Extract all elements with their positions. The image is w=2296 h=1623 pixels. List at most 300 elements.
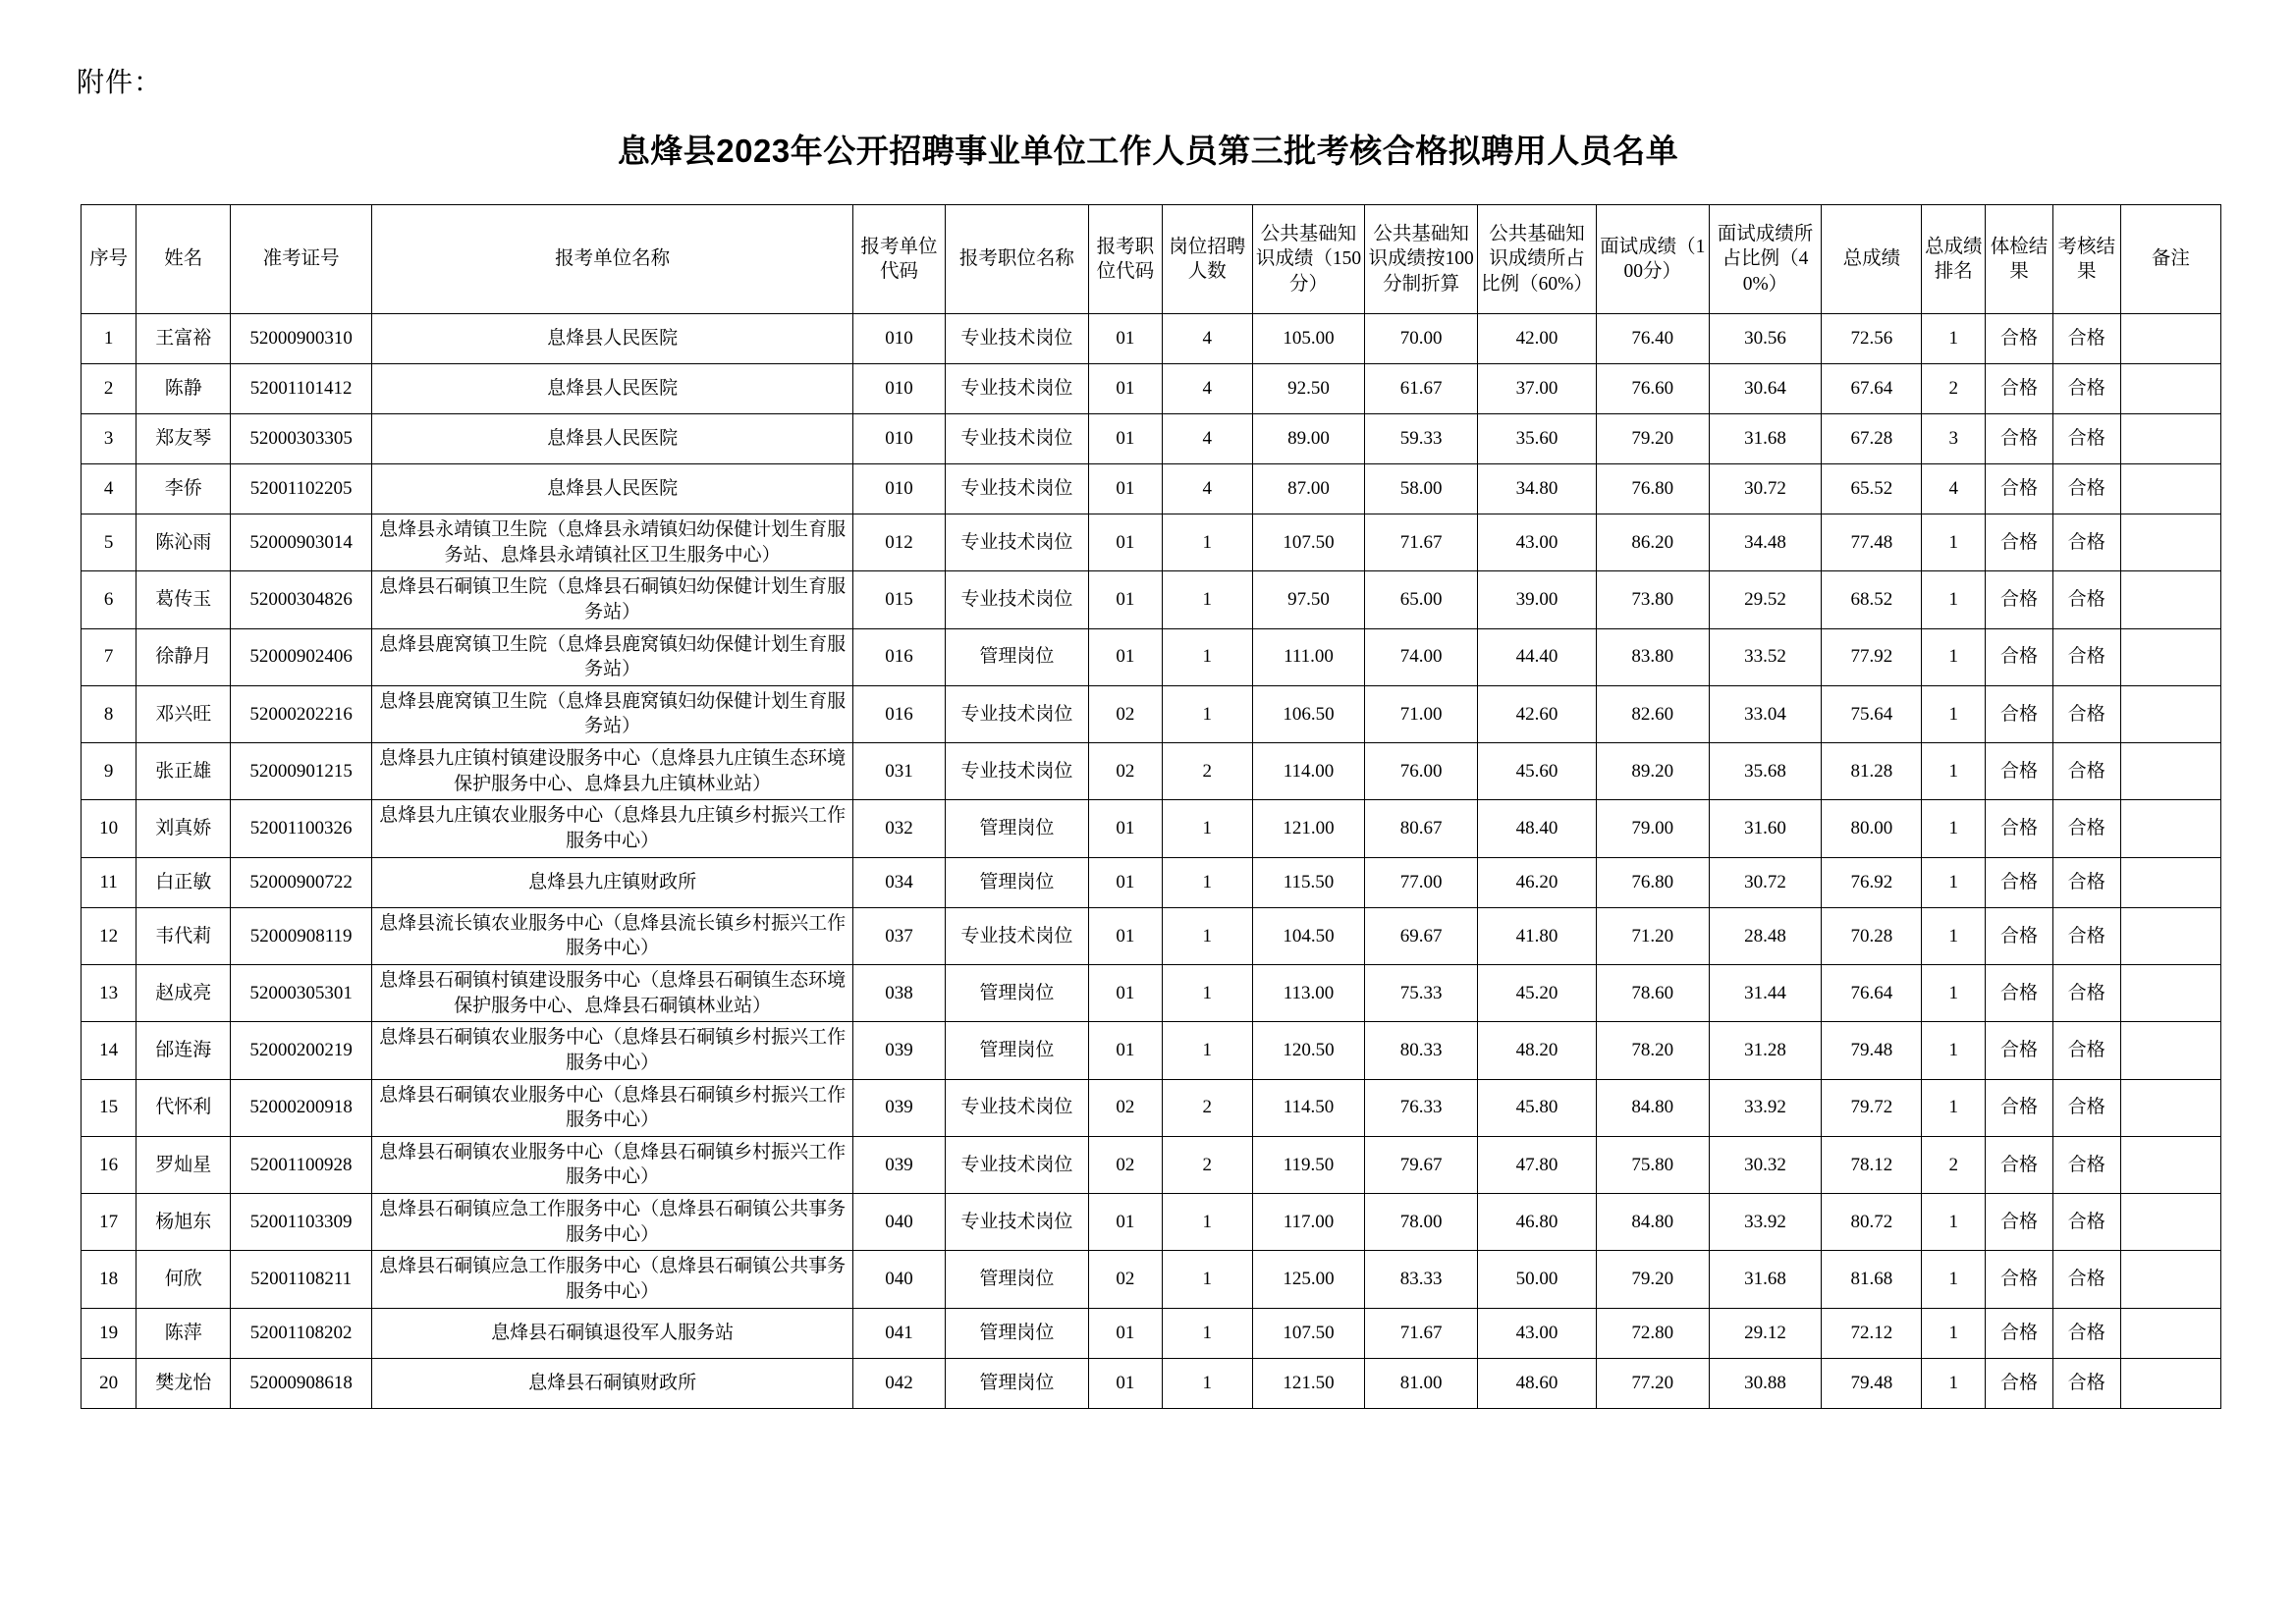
cell-public-60: 48.40 [1478, 800, 1597, 857]
column-header-rank: 总成绩排名 [1922, 205, 1986, 314]
cell-interview-40: 29.52 [1709, 571, 1822, 628]
cell-hire-count: 1 [1162, 1194, 1252, 1251]
cell-name: 邓兴旺 [137, 685, 231, 742]
cell-medical: 合格 [1986, 514, 2053, 571]
cell-assessment: 合格 [2052, 743, 2120, 800]
cell-seq: 6 [82, 571, 137, 628]
table-row [82, 628, 2221, 685]
cell-position-code: 01 [1088, 314, 1162, 364]
cell-public-100: 58.00 [1365, 464, 1478, 514]
cell-remark [2120, 1022, 2220, 1079]
cell-unit-code: 032 [853, 800, 946, 857]
cell-interview-40: 33.92 [1709, 1079, 1822, 1136]
cell-interview: 76.80 [1596, 464, 1709, 514]
table-row [82, 364, 2221, 414]
cell-total: 81.68 [1822, 1251, 1922, 1308]
cell-interview: 76.80 [1596, 857, 1709, 907]
cell-interview: 78.20 [1596, 1022, 1709, 1079]
cell-interview: 73.80 [1596, 571, 1709, 628]
cell-ticket: 52000908618 [231, 1358, 372, 1408]
cell-remark [2120, 1308, 2220, 1358]
cell-public-150: 113.00 [1252, 964, 1365, 1021]
cell-medical: 合格 [1986, 685, 2053, 742]
cell-name: 张正雄 [137, 743, 231, 800]
cell-public-60: 45.20 [1478, 964, 1597, 1021]
cell-public-150: 119.50 [1252, 1136, 1365, 1193]
cell-hire-count: 1 [1162, 800, 1252, 857]
cell-assessment: 合格 [2052, 1022, 2120, 1079]
cell-hire-count: 4 [1162, 464, 1252, 514]
column-header-name: 姓名 [137, 205, 231, 314]
cell-position-code: 01 [1088, 364, 1162, 414]
cell-position-name: 管理岗位 [945, 1251, 1088, 1308]
cell-public-100: 81.00 [1365, 1358, 1478, 1408]
cell-interview-40: 34.48 [1709, 514, 1822, 571]
cell-rank: 1 [1922, 964, 1986, 1021]
cell-name: 王富裕 [137, 314, 231, 364]
cell-medical: 合格 [1986, 964, 2053, 1021]
table-row [82, 857, 2221, 907]
page-title: 息烽县2023年公开招聘事业单位工作人员第三批考核合格拟聘用人员名单 [617, 133, 1679, 169]
column-header-seq: 序号 [82, 205, 137, 314]
cell-public-100: 76.33 [1365, 1079, 1478, 1136]
cell-total: 77.48 [1822, 514, 1922, 571]
cell-hire-count: 1 [1162, 514, 1252, 571]
cell-ticket: 52000903014 [231, 514, 372, 571]
cell-medical: 合格 [1986, 800, 2053, 857]
cell-total: 79.72 [1822, 1079, 1922, 1136]
cell-medical: 合格 [1986, 1308, 2053, 1358]
cell-seq: 19 [82, 1308, 137, 1358]
cell-public-150: 89.00 [1252, 414, 1365, 464]
cell-ticket: 52001103309 [231, 1194, 372, 1251]
cell-ticket: 52000303305 [231, 414, 372, 464]
cell-public-60: 46.20 [1478, 857, 1597, 907]
cell-ticket: 52000900310 [231, 314, 372, 364]
cell-interview: 72.80 [1596, 1308, 1709, 1358]
cell-position-name: 专业技术岗位 [945, 364, 1088, 414]
cell-medical: 合格 [1986, 414, 2053, 464]
cell-public-60: 42.00 [1478, 314, 1597, 364]
cell-position-name: 专业技术岗位 [945, 571, 1088, 628]
cell-rank: 1 [1922, 800, 1986, 857]
cell-interview-40: 30.64 [1709, 364, 1822, 414]
cell-position-name: 专业技术岗位 [945, 464, 1088, 514]
cell-hire-count: 2 [1162, 1136, 1252, 1193]
cell-assessment: 合格 [2052, 800, 2120, 857]
cell-interview: 79.20 [1596, 1251, 1709, 1308]
cell-ticket: 52000908119 [231, 907, 372, 964]
cell-position-code: 01 [1088, 514, 1162, 571]
cell-unit-code: 039 [853, 1079, 946, 1136]
roster-table-container [81, 204, 2221, 1409]
cell-unit-code: 041 [853, 1308, 946, 1358]
cell-interview-40: 30.72 [1709, 464, 1822, 514]
cell-remark [2120, 1251, 2220, 1308]
cell-seq: 2 [82, 364, 137, 414]
table-row [82, 743, 2221, 800]
cell-public-150: 107.50 [1252, 1308, 1365, 1358]
cell-unit: 息烽县鹿窝镇卫生院（息烽县鹿窝镇妇幼保健计划生育服务站） [372, 628, 853, 685]
cell-hire-count: 1 [1162, 685, 1252, 742]
cell-public-150: 120.50 [1252, 1022, 1365, 1079]
cell-total: 76.92 [1822, 857, 1922, 907]
cell-position-code: 02 [1088, 1251, 1162, 1308]
cell-interview: 83.80 [1596, 628, 1709, 685]
cell-name: 李侨 [137, 464, 231, 514]
cell-interview: 79.20 [1596, 414, 1709, 464]
cell-public-60: 50.00 [1478, 1251, 1597, 1308]
cell-public-150: 87.00 [1252, 464, 1365, 514]
cell-position-name: 专业技术岗位 [945, 1136, 1088, 1193]
cell-position-name: 管理岗位 [945, 964, 1088, 1021]
table-row [82, 1194, 2221, 1251]
cell-position-code: 01 [1088, 1308, 1162, 1358]
cell-total: 80.72 [1822, 1194, 1922, 1251]
column-header-hire-count: 岗位招聘人数 [1162, 205, 1252, 314]
cell-position-code: 01 [1088, 571, 1162, 628]
cell-ticket: 52000900722 [231, 857, 372, 907]
cell-unit: 息烽县石硐镇财政所 [372, 1358, 853, 1408]
table-row [82, 1022, 2221, 1079]
cell-interview-40: 33.52 [1709, 628, 1822, 685]
cell-interview: 79.00 [1596, 800, 1709, 857]
cell-position-code: 01 [1088, 464, 1162, 514]
cell-medical: 合格 [1986, 907, 2053, 964]
column-header-total: 总成绩 [1822, 205, 1922, 314]
cell-public-100: 71.67 [1365, 514, 1478, 571]
cell-public-60: 45.60 [1478, 743, 1597, 800]
cell-ticket: 52001100326 [231, 800, 372, 857]
cell-unit: 息烽县九庄镇财政所 [372, 857, 853, 907]
cell-unit: 息烽县永靖镇卫生院（息烽县永靖镇妇幼保健计划生育服务站、息烽县永靖镇社区卫生服务中心） [372, 514, 853, 571]
cell-public-60: 43.00 [1478, 1308, 1597, 1358]
cell-position-code: 01 [1088, 1358, 1162, 1408]
cell-total: 77.92 [1822, 628, 1922, 685]
cell-unit-code: 040 [853, 1251, 946, 1308]
cell-total: 80.00 [1822, 800, 1922, 857]
cell-assessment: 合格 [2052, 1251, 2120, 1308]
table-row [82, 464, 2221, 514]
column-header-interview-40: 面试成绩所占比例（40%） [1709, 205, 1822, 314]
cell-unit-code: 010 [853, 464, 946, 514]
cell-name: 徐静月 [137, 628, 231, 685]
table-row [82, 1079, 2221, 1136]
cell-position-name: 专业技术岗位 [945, 314, 1088, 364]
cell-assessment: 合格 [2052, 571, 2120, 628]
attachment-label: 附件： [77, 67, 163, 97]
table-row [82, 414, 2221, 464]
cell-public-100: 70.00 [1365, 314, 1478, 364]
cell-public-150: 114.00 [1252, 743, 1365, 800]
cell-position-code: 01 [1088, 1022, 1162, 1079]
cell-interview-40: 31.44 [1709, 964, 1822, 1021]
cell-public-60: 47.80 [1478, 1136, 1597, 1193]
cell-assessment: 合格 [2052, 857, 2120, 907]
cell-seq: 5 [82, 514, 137, 571]
cell-hire-count: 2 [1162, 1079, 1252, 1136]
cell-assessment: 合格 [2052, 464, 2120, 514]
cell-remark [2120, 743, 2220, 800]
cell-interview-40: 31.28 [1709, 1022, 1822, 1079]
cell-rank: 1 [1922, 1022, 1986, 1079]
cell-public-100: 75.33 [1365, 964, 1478, 1021]
cell-hire-count: 1 [1162, 1358, 1252, 1408]
cell-assessment: 合格 [2052, 628, 2120, 685]
cell-rank: 1 [1922, 1194, 1986, 1251]
cell-name: 邰连海 [137, 1022, 231, 1079]
cell-hire-count: 1 [1162, 1022, 1252, 1079]
column-header-position-name: 报考职位名称 [945, 205, 1088, 314]
cell-hire-count: 4 [1162, 414, 1252, 464]
cell-name: 代怀利 [137, 1079, 231, 1136]
cell-interview-40: 33.04 [1709, 685, 1822, 742]
cell-medical: 合格 [1986, 1022, 2053, 1079]
cell-hire-count: 1 [1162, 857, 1252, 907]
cell-public-60: 43.00 [1478, 514, 1597, 571]
cell-public-100: 76.00 [1365, 743, 1478, 800]
cell-seq: 8 [82, 685, 137, 742]
cell-public-100: 65.00 [1365, 571, 1478, 628]
cell-position-code: 02 [1088, 1079, 1162, 1136]
cell-assessment: 合格 [2052, 314, 2120, 364]
cell-interview-40: 28.48 [1709, 907, 1822, 964]
column-header-interview: 面试成绩（100分） [1596, 205, 1709, 314]
cell-assessment: 合格 [2052, 1308, 2120, 1358]
cell-total: 65.52 [1822, 464, 1922, 514]
cell-position-code: 02 [1088, 743, 1162, 800]
table-row [82, 514, 2221, 571]
cell-position-code: 01 [1088, 628, 1162, 685]
cell-interview: 78.60 [1596, 964, 1709, 1021]
cell-public-150: 125.00 [1252, 1251, 1365, 1308]
cell-public-100: 80.33 [1365, 1022, 1478, 1079]
cell-public-150: 104.50 [1252, 907, 1365, 964]
cell-unit: 息烽县石硐镇农业服务中心（息烽县石硐镇乡村振兴工作服务中心） [372, 1022, 853, 1079]
cell-interview-40: 35.68 [1709, 743, 1822, 800]
cell-name: 樊龙怡 [137, 1358, 231, 1408]
cell-total: 67.28 [1822, 414, 1922, 464]
table-body [82, 314, 2221, 1409]
column-header-public-150: 公共基础知识成绩（150分） [1252, 205, 1365, 314]
cell-assessment: 合格 [2052, 364, 2120, 414]
cell-rank: 3 [1922, 414, 1986, 464]
cell-name: 杨旭东 [137, 1194, 231, 1251]
cell-interview: 76.40 [1596, 314, 1709, 364]
cell-hire-count: 1 [1162, 907, 1252, 964]
cell-position-name: 专业技术岗位 [945, 743, 1088, 800]
cell-unit-code: 037 [853, 907, 946, 964]
cell-remark [2120, 857, 2220, 907]
cell-rank: 1 [1922, 628, 1986, 685]
column-header-medical: 体检结果 [1986, 205, 2053, 314]
cell-unit-code: 016 [853, 685, 946, 742]
column-header-ticket: 准考证号 [231, 205, 372, 314]
cell-name: 何欣 [137, 1251, 231, 1308]
cell-medical: 合格 [1986, 1136, 2053, 1193]
cell-seq: 1 [82, 314, 137, 364]
cell-medical: 合格 [1986, 571, 2053, 628]
cell-ticket: 52001102205 [231, 464, 372, 514]
cell-name: 赵成亮 [137, 964, 231, 1021]
cell-public-150: 114.50 [1252, 1079, 1365, 1136]
cell-name: 郑友琴 [137, 414, 231, 464]
cell-total: 79.48 [1822, 1022, 1922, 1079]
cell-rank: 1 [1922, 743, 1986, 800]
cell-position-code: 02 [1088, 1136, 1162, 1193]
cell-remark [2120, 464, 2220, 514]
table-row [82, 907, 2221, 964]
cell-rank: 4 [1922, 464, 1986, 514]
cell-seq: 7 [82, 628, 137, 685]
cell-medical: 合格 [1986, 1079, 2053, 1136]
cell-public-150: 105.00 [1252, 314, 1365, 364]
column-header-assessment: 考核结果 [2052, 205, 2120, 314]
cell-name: 韦代莉 [137, 907, 231, 964]
cell-remark [2120, 907, 2220, 964]
cell-interview-40: 30.56 [1709, 314, 1822, 364]
cell-position-name: 专业技术岗位 [945, 1194, 1088, 1251]
cell-name: 葛传玉 [137, 571, 231, 628]
cell-unit-code: 016 [853, 628, 946, 685]
cell-seq: 18 [82, 1251, 137, 1308]
cell-rank: 1 [1922, 514, 1986, 571]
cell-unit: 息烽县石硐镇村镇建设服务中心（息烽县石硐镇生态环境保护服务中心、息烽县石硐镇林业站） [372, 964, 853, 1021]
table-row [82, 571, 2221, 628]
cell-unit: 息烽县石硐镇卫生院（息烽县石硐镇妇幼保健计划生育服务站） [372, 571, 853, 628]
cell-public-100: 80.67 [1365, 800, 1478, 857]
cell-position-code: 01 [1088, 800, 1162, 857]
table-row [82, 1251, 2221, 1308]
cell-public-100: 71.67 [1365, 1308, 1478, 1358]
cell-position-code: 01 [1088, 964, 1162, 1021]
cell-remark [2120, 1079, 2220, 1136]
cell-public-100: 69.67 [1365, 907, 1478, 964]
cell-ticket: 52000901215 [231, 743, 372, 800]
cell-interview: 84.80 [1596, 1079, 1709, 1136]
cell-ticket: 52001108202 [231, 1308, 372, 1358]
cell-medical: 合格 [1986, 743, 2053, 800]
cell-unit: 息烽县人民医院 [372, 464, 853, 514]
cell-medical: 合格 [1986, 1251, 2053, 1308]
cell-interview-40: 33.92 [1709, 1194, 1822, 1251]
cell-position-name: 专业技术岗位 [945, 514, 1088, 571]
cell-unit-code: 010 [853, 414, 946, 464]
cell-unit-code: 039 [853, 1022, 946, 1079]
cell-total: 76.64 [1822, 964, 1922, 1021]
cell-medical: 合格 [1986, 364, 2053, 414]
cell-seq: 4 [82, 464, 137, 514]
cell-seq: 13 [82, 964, 137, 1021]
cell-unit-code: 031 [853, 743, 946, 800]
cell-public-60: 34.80 [1478, 464, 1597, 514]
cell-rank: 1 [1922, 685, 1986, 742]
cell-interview: 77.20 [1596, 1358, 1709, 1408]
cell-unit: 息烽县人民医院 [372, 314, 853, 364]
column-header-public-100: 公共基础知识成绩按100分制折算 [1365, 205, 1478, 314]
cell-remark [2120, 800, 2220, 857]
cell-position-name: 专业技术岗位 [945, 1079, 1088, 1136]
cell-public-150: 92.50 [1252, 364, 1365, 414]
cell-remark [2120, 514, 2220, 571]
cell-unit: 息烽县九庄镇农业服务中心（息烽县九庄镇乡村振兴工作服务中心） [372, 800, 853, 857]
cell-public-60: 48.60 [1478, 1358, 1597, 1408]
cell-medical: 合格 [1986, 464, 2053, 514]
cell-public-100: 59.33 [1365, 414, 1478, 464]
table-row [82, 964, 2221, 1021]
cell-interview: 84.80 [1596, 1194, 1709, 1251]
cell-public-60: 46.80 [1478, 1194, 1597, 1251]
cell-rank: 1 [1922, 907, 1986, 964]
cell-public-150: 111.00 [1252, 628, 1365, 685]
cell-assessment: 合格 [2052, 964, 2120, 1021]
cell-unit: 息烽县鹿窝镇卫生院（息烽县鹿窝镇妇幼保健计划生育服务站） [372, 685, 853, 742]
cell-position-name: 管理岗位 [945, 857, 1088, 907]
cell-rank: 1 [1922, 857, 1986, 907]
cell-hire-count: 1 [1162, 1251, 1252, 1308]
cell-name: 陈静 [137, 364, 231, 414]
cell-ticket: 52000304826 [231, 571, 372, 628]
cell-public-150: 106.50 [1252, 685, 1365, 742]
cell-seq: 3 [82, 414, 137, 464]
cell-interview-40: 31.60 [1709, 800, 1822, 857]
cell-position-name: 管理岗位 [945, 800, 1088, 857]
cell-seq: 17 [82, 1194, 137, 1251]
cell-ticket: 52000200219 [231, 1022, 372, 1079]
cell-public-60: 41.80 [1478, 907, 1597, 964]
cell-position-code: 01 [1088, 1194, 1162, 1251]
cell-seq: 20 [82, 1358, 137, 1408]
cell-rank: 1 [1922, 571, 1986, 628]
cell-seq: 12 [82, 907, 137, 964]
cell-name: 陈沁雨 [137, 514, 231, 571]
cell-public-150: 115.50 [1252, 857, 1365, 907]
cell-total: 78.12 [1822, 1136, 1922, 1193]
cell-position-name: 专业技术岗位 [945, 907, 1088, 964]
cell-unit-code: 015 [853, 571, 946, 628]
cell-remark [2120, 364, 2220, 414]
cell-ticket: 52000902406 [231, 628, 372, 685]
cell-unit: 息烽县人民医院 [372, 414, 853, 464]
cell-hire-count: 4 [1162, 364, 1252, 414]
cell-rank: 2 [1922, 364, 1986, 414]
cell-position-code: 01 [1088, 414, 1162, 464]
cell-interview: 82.60 [1596, 685, 1709, 742]
cell-unit: 息烽县石硐镇农业服务中心（息烽县石硐镇乡村振兴工作服务中心） [372, 1136, 853, 1193]
cell-seq: 9 [82, 743, 137, 800]
cell-seq: 15 [82, 1079, 137, 1136]
cell-remark [2120, 685, 2220, 742]
cell-public-100: 61.67 [1365, 364, 1478, 414]
cell-public-100: 77.00 [1365, 857, 1478, 907]
table-row [82, 800, 2221, 857]
cell-public-60: 44.40 [1478, 628, 1597, 685]
cell-unit: 息烽县石硐镇农业服务中心（息烽县石硐镇乡村振兴工作服务中心） [372, 1079, 853, 1136]
cell-public-150: 107.50 [1252, 514, 1365, 571]
cell-hire-count: 2 [1162, 743, 1252, 800]
cell-remark [2120, 1358, 2220, 1408]
cell-public-60: 48.20 [1478, 1022, 1597, 1079]
cell-assessment: 合格 [2052, 907, 2120, 964]
table-row [82, 1358, 2221, 1408]
cell-unit-code: 034 [853, 857, 946, 907]
cell-position-code: 01 [1088, 907, 1162, 964]
cell-name: 刘真娇 [137, 800, 231, 857]
cell-public-100: 74.00 [1365, 628, 1478, 685]
cell-ticket: 52000202216 [231, 685, 372, 742]
cell-hire-count: 1 [1162, 964, 1252, 1021]
cell-remark [2120, 571, 2220, 628]
